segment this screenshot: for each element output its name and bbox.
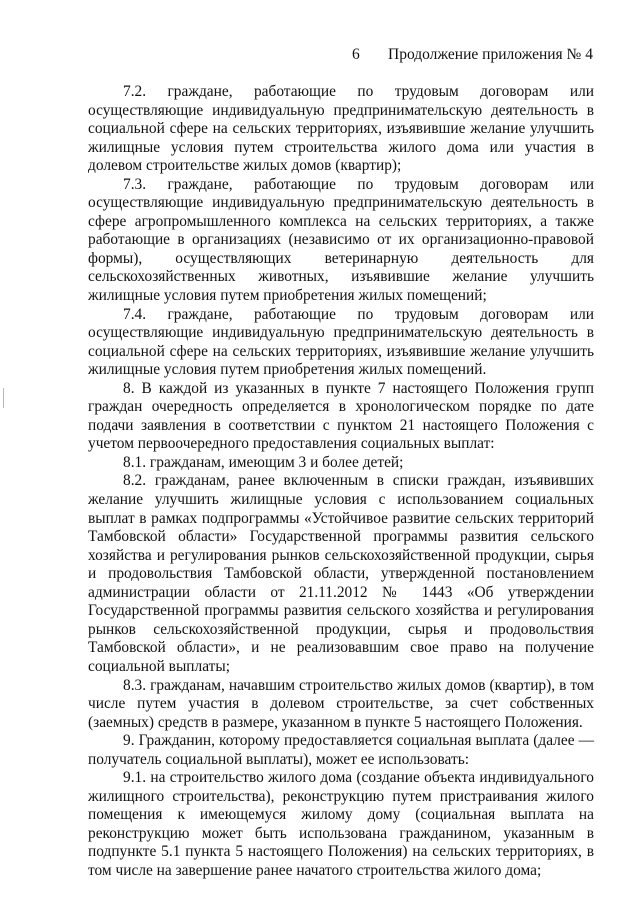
paragraph-7-2: 7.2. граждане, работающие по трудовым договорам или осуществляющие индивидуальную предпринимательскую деятельность в социальной сфере на сельских территориях, изъявившие желание улучшить жилищные условия путем строительства жилого дома или участия в долевом строительстве жилых домов (квартир);: [88, 83, 594, 175]
paragraph-8-3: 8.3. гражданам, начавшим строительство жилых домов (квартир), в том числе путем участия в долевом строительстве, за счет собственных (заемных) средств в размере, указанном в пункте 5 настоящего Положения.: [88, 676, 594, 731]
paragraph-7-4: 7.4. граждане, работающие по трудовым договорам или осуществляющие индивидуальную предпринимательскую деятельность в социальной сфере на сельских территориях, изъявившие желание улучшить жилищные условия путем приобретения жилых помещений.: [88, 305, 594, 379]
paragraph-8-1: 8.1. гражданам, имеющим 3 и более детей;: [123, 453, 404, 471]
margin-mark: [3, 388, 4, 408]
document-body: [88, 83, 594, 881]
paragraph-9-1: 9.1. на строительство жилого дома (создание объекта индивидуального жилищного строительства), реконструкцию путем пристраивания жилого помещения к имеющемуся жилому дому (социальная выплата на реконструкцию может быть использована гражданином, указанным в подпункте 5.1 пункта 5 настоящего Положения) на сельских территориях, в том числе на завершение ранее начатого строительства жилого дома;: [88, 769, 594, 879]
paragraph-7-3: 7.3. граждане, работающие по трудовым договорам или осуществляющие индивидуальную предпринимательскую деятельность в сфере агропромышленного комплекса на сельских территориях, а также работающие в организациях (независимо от их организационно-правовой формы), осуществляющих ветеринарную деятельность для сельскохозяйственных животных, изъявившие желание улучшить жилищные условия путем приобретения жилых помещений;: [88, 175, 594, 305]
page-header: [0, 44, 640, 66]
paragraph-8: 8. В каждой из указанных в пункте 7 настоящего Положения групп граждан очередность определяется в хронологическом порядке по дате подачи заявления в соответствии с пунктом 21 настоящего Положения с учетом первоочередного предоставления социальных выплат:: [88, 379, 594, 453]
page-number: 6: [352, 46, 360, 63]
paragraph-8-2: 8.2. гражданам, ранее включенным в списки граждан, изъявивших желание улучшить жилищные условия с использованием социальных выплат в рамках подпрограммы «Устойчивое развитие сельских территорий Тамбовской области» Государственной программы развития сельского хозяйства и регулирования рынков сельскохозяйственной продукции, сырья и продовольствия Тамбовской области, утвержденной постановлением администрации области от 21.11.2012 № 1443 «Об утверждении Государственной программы развития сельского хозяйства и регулирования рынков сельскохозяйственной продукции, сырья и продовольствия Тамбовской области», и не реализовавшим свое право на получение социальной выплаты;: [88, 472, 594, 675]
paragraph-9: 9. Гражданин, которому предоставляется социальная выплата (далее — получатель социальной выплаты), может ее использовать:: [88, 732, 594, 768]
appendix-continuation-title: Продолжение приложения № 4: [388, 46, 593, 63]
